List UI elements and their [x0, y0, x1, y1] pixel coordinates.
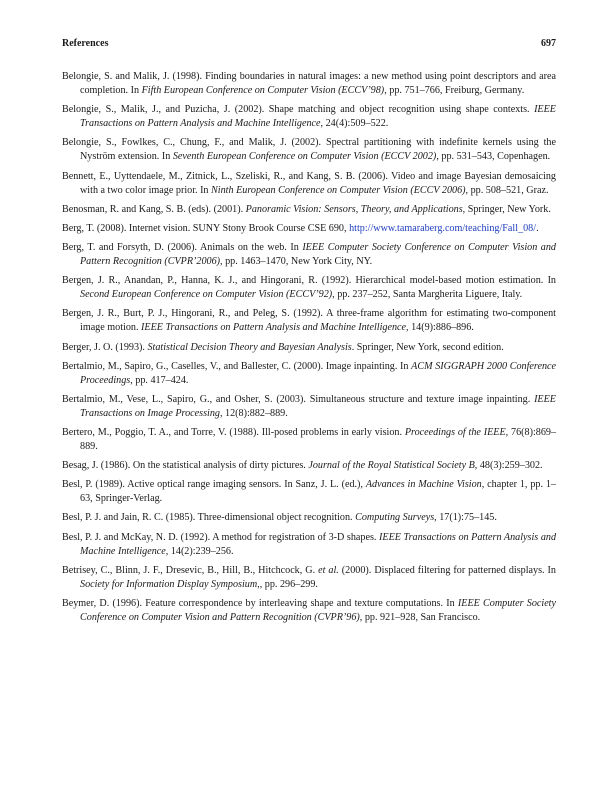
reference-text: , pp. 296–299.: [259, 578, 318, 590]
reference-text: , 17(1):75–145.: [434, 512, 497, 524]
reference-text: , 24(4):509–522.: [320, 118, 389, 130]
reference-text: (2000). Displaced filtering for patterned displays. In: [338, 564, 556, 576]
reference-entry: [62, 597, 556, 625]
reference-text: , 14(9):886–896.: [406, 322, 474, 334]
reference-text: , chapter 1, pp. 1–63, Springer-Verlag.: [80, 479, 556, 505]
reference-text: Benosman, R. and Kang, S. B. (eds). (2001).: [62, 203, 246, 215]
running-header: [62, 38, 556, 56]
reference-text: Berg, T. (2008). Internet vision. SUNY Stony Brook Course CSE 690,: [62, 222, 350, 234]
reference-venue: IEEE Transactions on Image Processing: [80, 393, 556, 419]
reference-text: Bertalmio, M., Vese, L., Sapiro, G., and Osher, S. (2003). Simultaneous structure and texture image inpainting.: [62, 393, 535, 405]
reference-entry: [62, 511, 556, 525]
page-number: 697: [541, 38, 556, 49]
reference-text: , 12(8):882–889.: [219, 407, 288, 419]
reference-venue: Panoramic Vision: Sensors, Theory, and Applications: [245, 203, 463, 215]
reference-entry: [62, 170, 556, 198]
reference-entry: [62, 241, 556, 269]
reference-entry: [62, 459, 556, 473]
reference-text: , pp. 417–424.: [130, 374, 189, 386]
reference-link[interactable]: http://www.tamaraberg.com/teaching/Fall_08/: [349, 222, 537, 234]
reference-entry: [62, 426, 556, 454]
reference-text: Besl, P. J. and Jain, R. C. (1985). Three-dimensional object recognition.: [62, 512, 356, 524]
reference-entry: [62, 478, 556, 506]
reference-text: Bertalmio, M., Sapiro, G., Caselles, V., and Ballester, C. (2000). Image inpainting. In: [62, 360, 412, 372]
reference-entry: [62, 307, 556, 335]
reference-text: Bergen, J. R., Burt, P. J., Hingorani, R., and Peleg, S. (1992). A three-frame algorithm for estimating two-component image motion.: [62, 308, 556, 334]
reference-text: Bergen, J. R., Anandan, P., Hanna, K. J., and Hingorani, R. (1992). Hierarchical model-based motion estimation. In: [62, 275, 556, 287]
reference-venue: ACM SIGGRAPH 2000 Conference Proceedings: [80, 360, 557, 386]
reference-entry: [62, 564, 556, 592]
reference-text: Belongie, S., Malik, J., and Puzicha, J. (2002). Shape matching and object recognition using shape contexts.: [62, 104, 535, 116]
reference-text: Besl, P. J. and McKay, N. D. (1992). A method for registration of 3-D shapes.: [62, 531, 380, 543]
reference-venue: Statistical Decision Theory and Bayesian Analysis: [147, 341, 352, 353]
reference-text: , pp. 1463–1470, New York City, NY.: [220, 256, 373, 268]
reference-list: [62, 70, 556, 625]
reference-venue: Proceedings of the IEEE: [404, 426, 506, 438]
reference-entry: [62, 531, 556, 559]
reference-text: , pp. 751–766, Freiburg, Germany.: [384, 85, 525, 97]
reference-text: , pp. 531–543, Copenhagen.: [436, 151, 551, 163]
reference-venue: IEEE Computer Society Conference on Computer Vision and Pattern Recognition (CVPR’96): [80, 597, 556, 623]
reference-text: , pp. 237–252, Santa Margherita Liguere, Italy.: [332, 289, 523, 301]
reference-text: , pp. 508–521, Graz.: [465, 184, 549, 196]
section-title: References: [62, 38, 109, 49]
reference-text: , 76(8):869–889.: [80, 426, 557, 453]
reference-venue: Journal of the Royal Statistical Society B: [308, 460, 475, 472]
reference-venue: et al.: [318, 564, 339, 576]
reference-text: Besag, J. (1986). On the statistical analysis of dirty pictures.: [62, 460, 309, 472]
reference-venue: IEEE Transactions on Pattern Analysis and Machine Intelligence: [80, 531, 557, 557]
reference-venue: Computing Surveys: [355, 512, 435, 524]
reference-text: .: [536, 222, 539, 234]
reference-venue: IEEE Computer Society Conference on Computer Vision and Pattern Recognition (CVPR’2006): [80, 241, 556, 268]
reference-text: Berg, T. and Forsyth, D. (2006). Animals on the web. In: [62, 241, 303, 253]
reference-text: . Springer, New York, second edition.: [351, 341, 504, 353]
reference-text: , 14(2):239–256.: [165, 545, 234, 557]
reference-entry: [62, 360, 556, 388]
reference-text: Beymer, D. (1996). Feature correspondence by interleaving shape and texture computations. In: [62, 597, 458, 609]
reference-text: , Springer, New York.: [462, 203, 551, 215]
reference-text: , pp. 921–928, San Francisco.: [359, 612, 481, 623]
reference-venue: IEEE Transactions on Pattern Analysis and Machine Intelligence: [80, 104, 556, 130]
reference-entry: [62, 203, 556, 217]
reference-text: , 48(3):259–302.: [474, 460, 543, 472]
reference-venue: Seventh European Conference on Computer Vision (ECCV 2002): [172, 151, 437, 163]
reference-venue: Ninth European Conference on Computer Vision (ECCV 2006): [211, 184, 466, 196]
reference-entry: [62, 136, 556, 164]
reference-entry: [62, 393, 556, 421]
reference-text: Belongie, S. and Malik, J. (1998). Finding boundaries in natural images: a new method using point descriptors and area completion. In: [62, 71, 556, 97]
reference-text: Betrisey, C., Blinn, J. F., Dresevic, B., Hill, B., Hitchcock, G.: [62, 564, 319, 576]
reference-entry: [62, 70, 556, 98]
reference-venue: Society for Information Display Symposium,: [80, 578, 260, 590]
reference-text: Besl, P. (1989). Active optical range imaging sensors. In Sanz, J. L. (ed.),: [62, 479, 366, 491]
reference-venue: Fifth European Conference on Computer Vision (ECCV’98): [141, 85, 385, 97]
reference-text: Berger, J. O. (1993).: [62, 341, 148, 353]
page: [62, 38, 556, 630]
reference-venue: Advances in Machine Vision: [365, 479, 482, 491]
reference-text: Bennett, E., Uyttendaele, M., Zitnick, L., Szeliski, R., and Kang, S. B. (2006). Video and image Bayesian demosaicing with a two color image prior. In: [62, 170, 556, 196]
reference-entry: [62, 341, 556, 355]
reference-entry: [62, 103, 556, 131]
reference-text: Belongie, S., Fowlkes, C., Chung, F., and Malik, J. (2002). Spectral partitioning with indefinite kernels using the Nyström extension. In: [62, 137, 556, 163]
reference-entry: [62, 274, 556, 302]
reference-venue: IEEE Transactions on Pattern Analysis and Machine Intelligence: [141, 322, 407, 334]
reference-entry: [62, 222, 556, 236]
reference-text: Bertero, M., Poggio, T. A., and Torre, V. (1988). Ill-posed problems in early vision.: [62, 426, 405, 438]
reference-venue: Second European Conference on Computer Vision (ECCV’92): [80, 289, 333, 301]
